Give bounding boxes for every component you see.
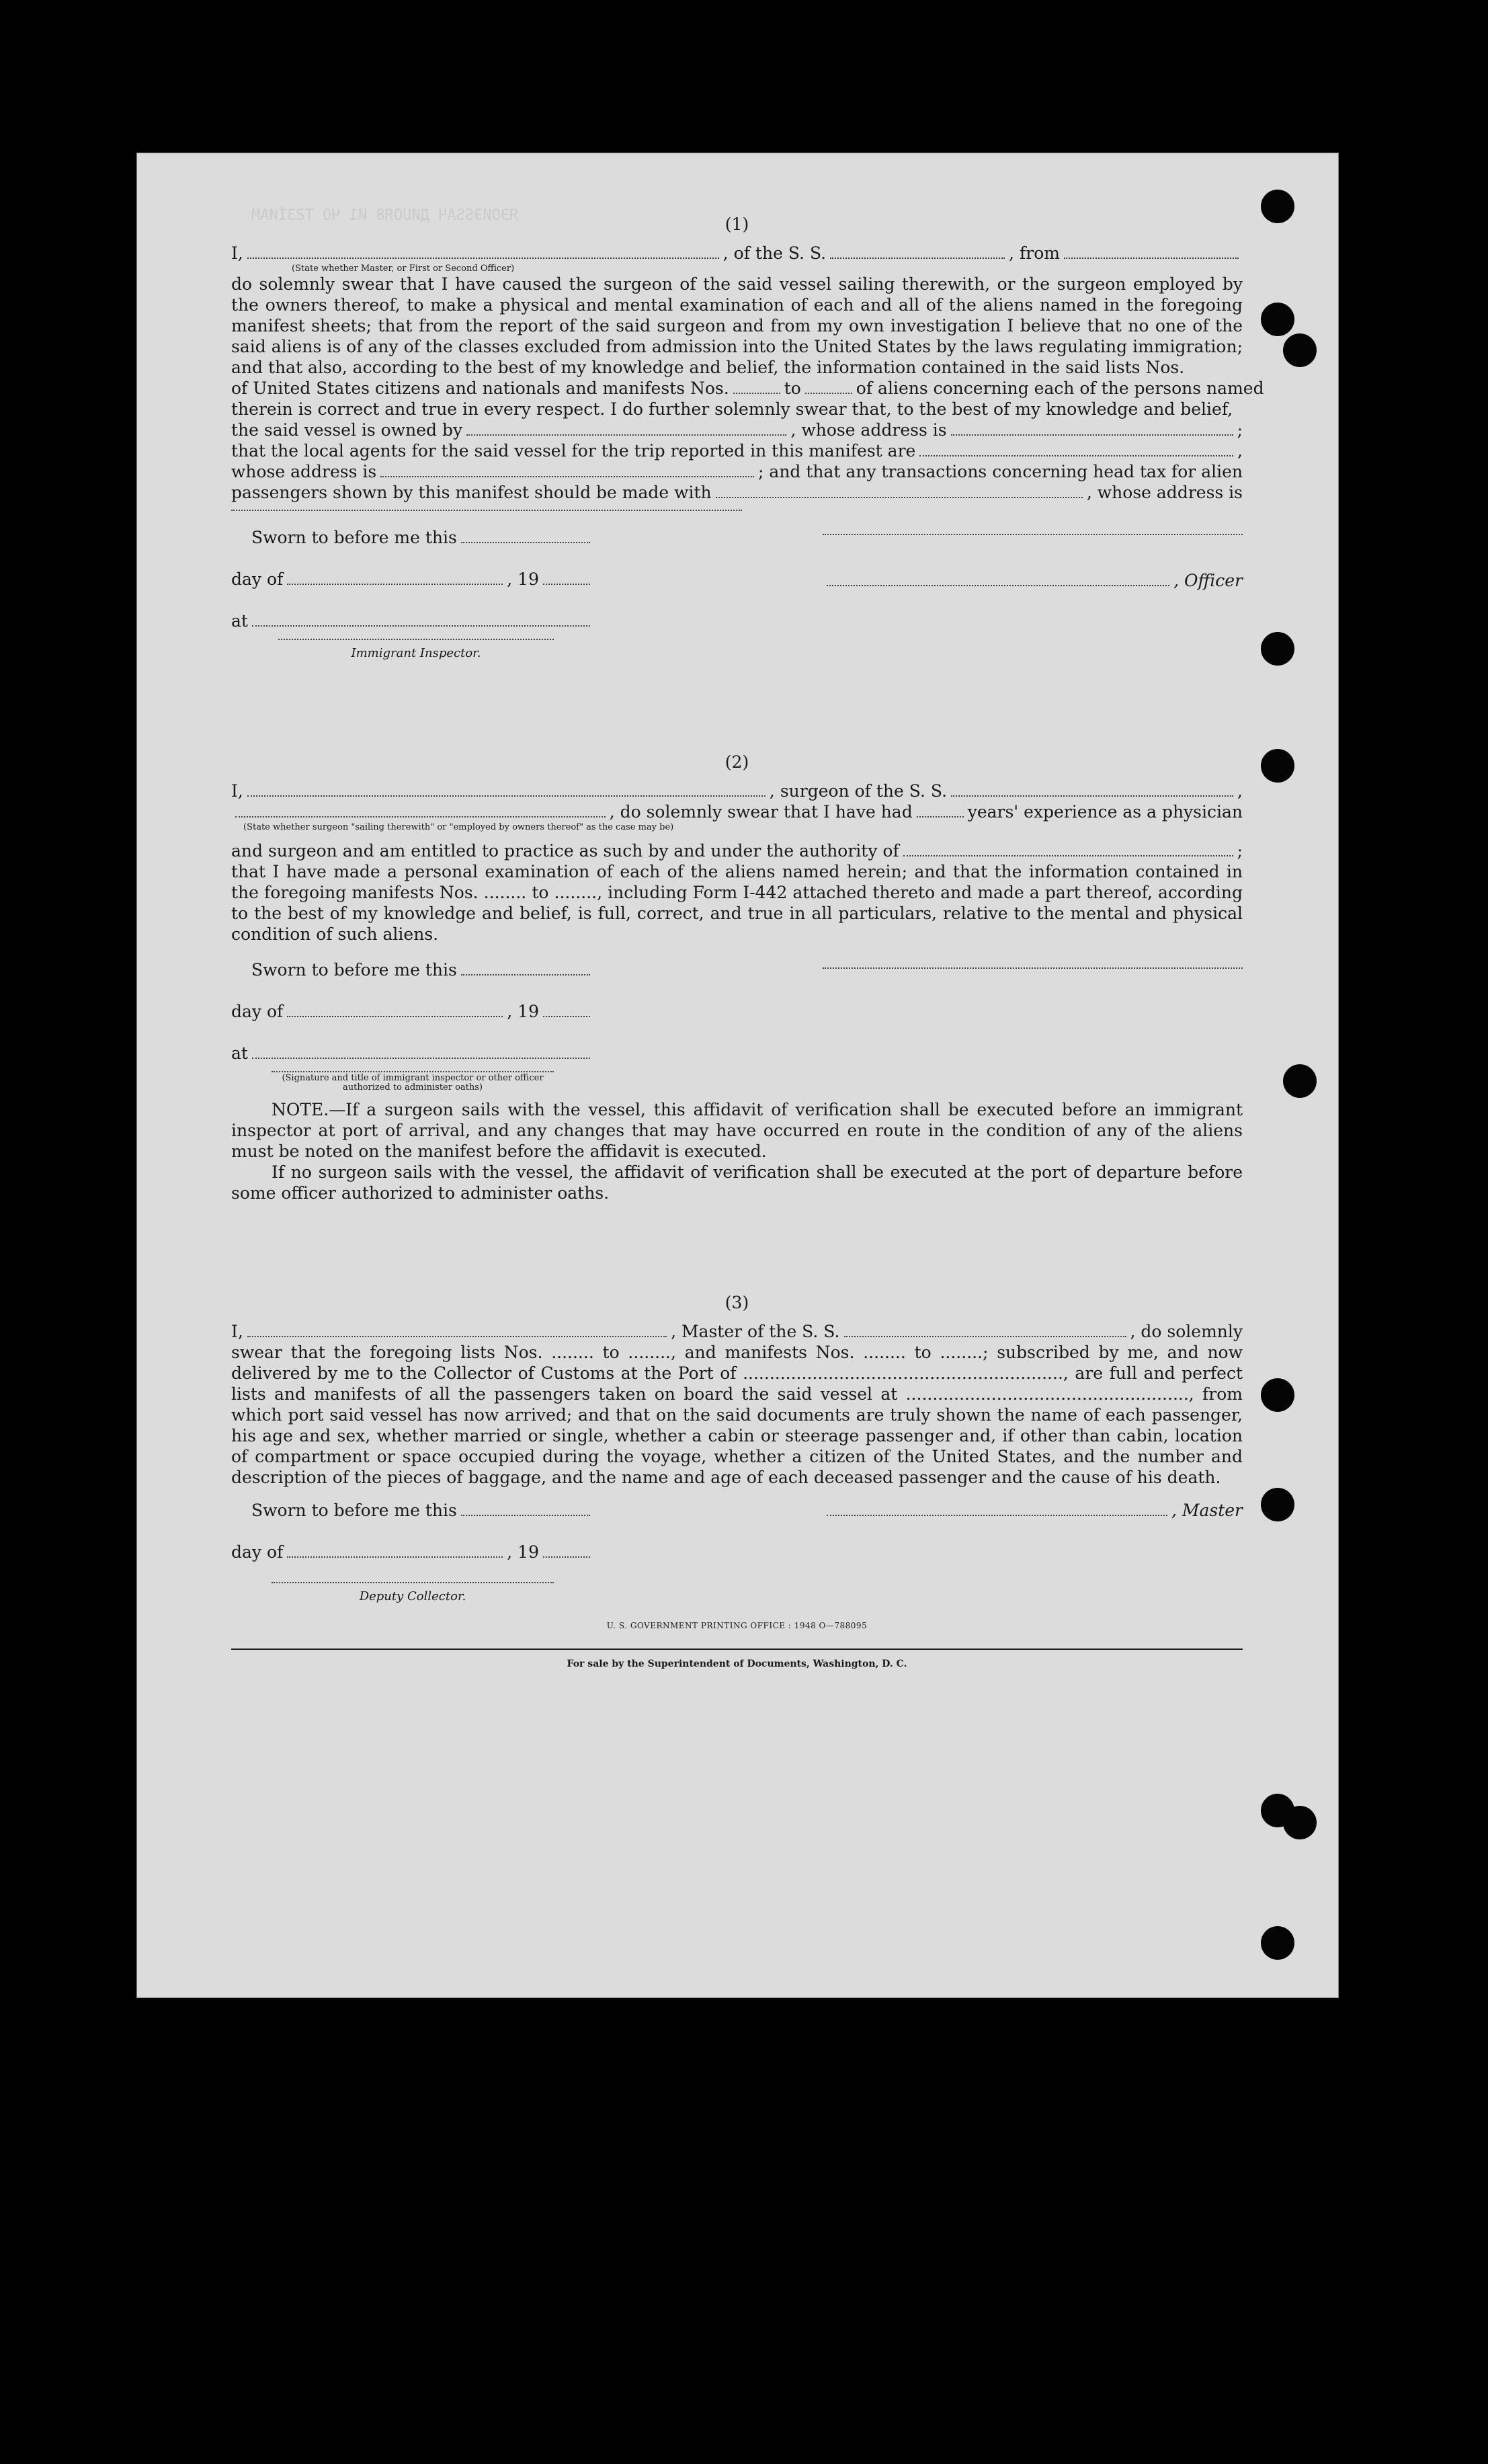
signature-blank[interactable] (827, 1503, 1167, 1516)
state-note: (State whether surgeon "sailing therewith" or "employed by owners thereof" as the case may be) (243, 822, 674, 832)
year-blank[interactable] (543, 1004, 590, 1017)
from-blank[interactable] (1064, 245, 1239, 259)
label-surgeon-of: , surgeon of the S. S. (769, 781, 948, 801)
binder-hole (1261, 1488, 1294, 1521)
label-agents: that the local agents for the said vessel for the trip reported in this manifest are (231, 441, 916, 461)
label-owned: the said vessel is owned by (231, 420, 463, 440)
ship-blank[interactable] (844, 1324, 1126, 1337)
section1-body: do solemnly swear that I have caused the surgeon of the said vessel sailing therewith, or the surgeon employed by the owners thereof, to make a physical and mental examination of each and all of the aliens named in the foregoing manifest sheets; that from the report of the said surgeon and from my own investigation I believe that no one of the said aliens is of any of the classes excluded from admission into the United States by the laws regulating immigration; and that also, according to the best of my knowledge and belief, the information contained in the said lists Nos. (231, 274, 1243, 377)
address-blank[interactable] (380, 464, 754, 477)
officer-signature-blank[interactable] (272, 1071, 554, 1072)
inspector-signature-blank[interactable] (278, 639, 554, 640)
label-master: , Master (1171, 1501, 1243, 1520)
name-blank[interactable] (247, 783, 766, 797)
sworn-blank[interactable] (461, 530, 590, 543)
agents-line: that the local agents for the said vessel for the trip reported in this manifest are , (231, 441, 1243, 461)
ship-blank[interactable] (951, 783, 1233, 797)
day-blank[interactable] (287, 1544, 503, 1558)
binder-hole (1283, 1064, 1317, 1098)
label-sworn: Sworn to before me this (251, 960, 457, 980)
binder-hole (1283, 1806, 1317, 1839)
label-officer: , Officer (1173, 571, 1243, 590)
agent-address-line (231, 461, 1243, 482)
name-blank[interactable] (247, 1324, 667, 1337)
label-i: I, (231, 1322, 243, 1341)
address-blank[interactable] (231, 503, 742, 511)
year-blank[interactable] (543, 571, 590, 585)
label-passengers: passengers shown by this manifest should be made with (231, 483, 712, 502)
binder-hole (1261, 190, 1294, 223)
years-blank[interactable] (917, 804, 964, 818)
authority-line: and surgeon and am entitled to practice as such by and under the authority of ; (231, 841, 1243, 861)
label-day-of: day of (231, 1002, 284, 1021)
year-blank[interactable] (543, 1544, 590, 1558)
address-blank[interactable] (951, 422, 1233, 436)
label-to: to (784, 379, 801, 398)
label-year: , 19 (507, 1542, 539, 1562)
name-blank[interactable] (247, 245, 719, 259)
label-address: whose address is (231, 462, 377, 481)
note-no-surgeon: If no surgeon sails with the vessel, the affidavit of verification shall be executed at the port of departure before some officer authorized to administer oaths. (231, 1162, 1243, 1203)
section2-jurat (231, 945, 1243, 1092)
signature-blank[interactable] (823, 967, 1243, 969)
contact-blank[interactable] (716, 485, 1083, 498)
state-note: (State whether Master, or First or Second Officer) (292, 264, 515, 274)
binder-hole (1261, 1926, 1294, 1960)
sworn-blank[interactable] (461, 1503, 590, 1516)
form-body (231, 214, 1264, 1675)
true-line: therein is correct and true in every respect. I do further solemnly swear that, to the best of my knowledge and belief, (231, 399, 1233, 419)
day-blank[interactable] (287, 1004, 503, 1017)
label-year: , 19 (507, 569, 539, 589)
label-year: , 19 (507, 1002, 539, 1021)
citizens-line (231, 378, 1264, 399)
place-blank[interactable] (252, 1045, 590, 1059)
authority-blank[interactable] (903, 843, 1233, 857)
master-line (231, 243, 1243, 264)
section-number: (1) (725, 214, 749, 234)
footer-rule (231, 1648, 1243, 1650)
sworn-blank[interactable] (461, 962, 590, 976)
label-at: at (231, 611, 248, 631)
label-aliens: of aliens concerning each of the persons named (856, 379, 1264, 398)
gpo-imprint: U. S. GOVERNMENT PRINTING OFFICE : 1948 O—788095 (606, 1621, 868, 1630)
section3-jurat (231, 1488, 1243, 1616)
section2-body: that I have made a personal examination of each of the aliens named herein; and that the information contained in the foregoing manifests Nos. ........ to ........, including Form I-442 attached thereto and made a part thereof, according to the best of my knowledge and belief, is full, correct, and true in all particulars, relative to the mental and physical condition of such aliens. (231, 862, 1243, 944)
label-sworn: Sworn to before me this (251, 1501, 457, 1520)
master3-line (231, 1321, 1243, 1342)
section-number: (3) (725, 1293, 749, 1312)
label-solemnly: , do solemnly (1130, 1322, 1243, 1341)
label-i: I, (231, 781, 243, 801)
surgeon-line: I, , surgeon of the S. S. , (231, 781, 1243, 801)
label-years-exp: years' experience as a physician (967, 802, 1243, 822)
owner-blank[interactable] (466, 422, 786, 436)
agents-blank[interactable] (919, 443, 1233, 456)
passengers-line (231, 482, 1243, 503)
nos-blank[interactable] (733, 381, 780, 394)
binder-hole (1261, 749, 1294, 783)
experience-line (231, 801, 1243, 822)
label-master-of: , Master of the S. S. (671, 1322, 840, 1341)
status-blank[interactable] (235, 804, 606, 818)
collector-signature-blank[interactable] (272, 1582, 554, 1583)
label-authority: and surgeon and am entitled to practice as such by and under the authority of (231, 841, 899, 861)
label-day-of: day of (231, 569, 284, 589)
note-surgeon-sails: NOTE.—If a surgeon sails with the vessel, this affidavit of verification shall be executed before an immigrant inspector at port of arrival, and any changes that may have occurred en route in the condition of any of the aliens must be noted on the manifest before the affidavit is executed. (231, 1100, 1243, 1161)
document-page (137, 153, 1338, 1997)
binder-hole (1261, 632, 1294, 666)
binder-hole (1283, 333, 1317, 367)
signature-blank[interactable] (827, 573, 1169, 586)
ship-blank[interactable] (830, 245, 1005, 259)
binder-hole (1261, 1378, 1294, 1412)
label-of-ss: , of the S. S. (722, 243, 827, 263)
section1-jurat (231, 511, 1243, 666)
label-address: , whose address is (790, 420, 947, 440)
label-day-of: day of (231, 1542, 284, 1562)
section3-body: swear that the foregoing lists Nos. ........ to ........, and manifests Nos. ........ to ........; subscribed by me, and now delivered by me to the Collector of Customs at the Port of ............................................................, are full and perfect lists and manifests of all the passengers taken on board the said vessel at ....................................................., from which port said vessel has now arrived; and that on the said documents are truly shown the name of each passenger, his age and sex, whether married or single, whether a cabin or steerage passenger and, if other than cabin, location of compartment or space occupied during the voyage, whether a citizen of the United States, and the number and description of the pieces of baggage, and the name and age of each deceased passenger and the cause of his death. (231, 1343, 1243, 1487)
binder-hole (1261, 303, 1294, 336)
label-from: , from (1009, 243, 1060, 263)
label-citizens: of United States citizens and nationals and manifests Nos. (231, 379, 729, 398)
inspector-caption: Immigrant Inspector. (351, 646, 481, 660)
nos-blank[interactable] (805, 381, 852, 394)
label-address: , whose address is (1086, 483, 1243, 502)
label-sworn: Sworn to before me this (251, 528, 457, 547)
owned-line: the said vessel is owned by , whose address is ; (231, 420, 1243, 440)
bleed-through-text: ЯЭОИЭSSAЧ ДИUOЯ8 И1 ЧО TƧЗЇИAM (251, 207, 519, 224)
signature-blank[interactable] (823, 534, 1243, 535)
label-i: I, (231, 243, 243, 263)
section-number: (2) (725, 752, 749, 772)
label-swear-had: , do solemnly swear that I have had (609, 802, 913, 822)
signature-caption: (Signature and title of immigrant inspector or other officer authorized to administer oaths) (282, 1073, 544, 1092)
deputy-caption: Deputy Collector. (359, 1589, 466, 1603)
day-blank[interactable] (287, 571, 503, 585)
label-head-tax: ; and that any transactions concerning head tax for alien (758, 462, 1243, 481)
place-blank[interactable] (252, 613, 590, 627)
for-sale-note: For sale by the Superintendent of Documents, Washington, D. C. (567, 1659, 907, 1669)
label-at: at (231, 1043, 248, 1063)
